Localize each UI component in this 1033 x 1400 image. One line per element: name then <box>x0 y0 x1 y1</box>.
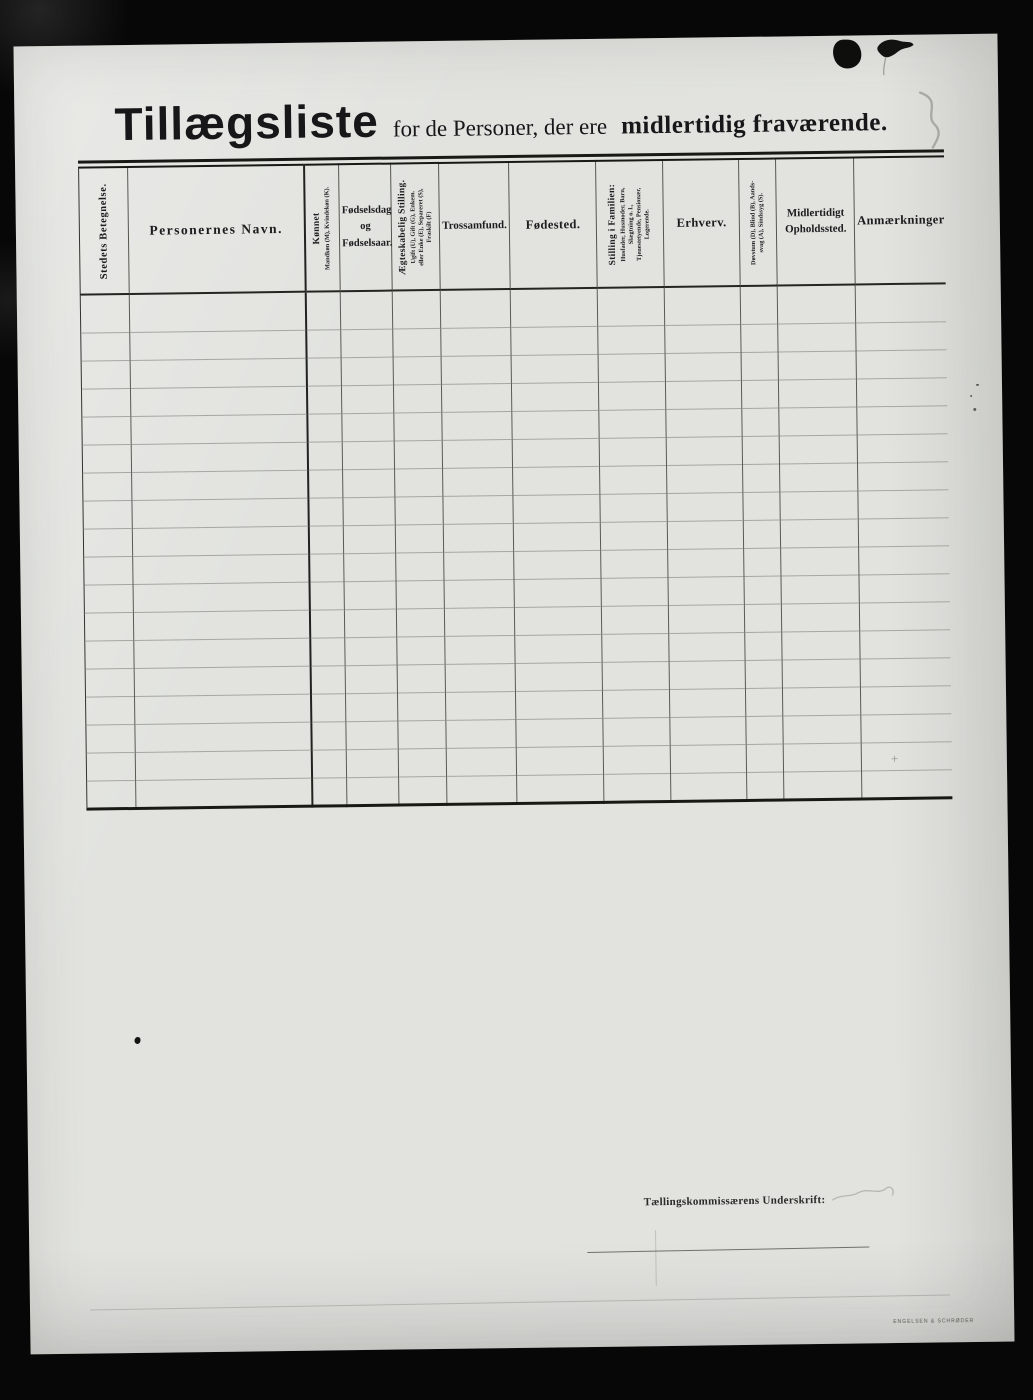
column-header-midlertidigt-opholdssted: Midlertidigt Opholdssted. <box>776 158 856 286</box>
ink-specks <box>966 382 988 416</box>
table-header <box>79 156 946 294</box>
table-cell <box>83 472 132 501</box>
table-cell <box>515 634 602 663</box>
table-cell <box>742 380 779 408</box>
table-cell <box>309 553 344 581</box>
table-cell <box>443 495 513 524</box>
table-cell <box>396 552 444 581</box>
table-cell <box>393 328 441 357</box>
table-cell <box>396 580 444 609</box>
signature-label: Tællingskommissærens Underskrift: <box>643 1193 826 1209</box>
column-header-trossamfund: Trossamfund. <box>439 162 511 290</box>
census-table-zone <box>78 149 952 810</box>
table-cell <box>781 574 859 603</box>
table-cell <box>307 441 342 469</box>
table-cell <box>342 441 394 470</box>
table-cell <box>84 584 133 613</box>
table-cell <box>307 413 342 441</box>
table-cell <box>392 290 441 329</box>
table-cell <box>859 573 950 602</box>
column-header-aegteskabelig-stilling: Ægteskabelig Stilling. Ugift (U), Gift (G), Enkem. eller Enke (E), Separeret (S), Fraskilt (F) <box>391 163 441 291</box>
table-cell <box>86 724 135 753</box>
table-cell <box>599 437 666 466</box>
table-cell <box>856 321 947 350</box>
table-cell <box>342 385 394 414</box>
table-cell <box>395 496 443 525</box>
table-cell <box>603 689 670 718</box>
table-cell <box>398 692 446 721</box>
table-cell <box>515 662 602 691</box>
table-cell <box>134 638 310 668</box>
table-cell <box>393 356 441 385</box>
table-cell <box>397 636 445 665</box>
table-cell <box>668 548 744 577</box>
table-cell <box>516 746 603 775</box>
column-header-fodested: Fødested. <box>509 161 598 289</box>
table-cell <box>135 750 311 780</box>
table-cell <box>341 357 393 386</box>
column-header-fodselsdag: Fødselsdag og Fødselsaar. <box>339 164 393 292</box>
table-cell <box>600 493 667 522</box>
table-cell <box>84 556 133 585</box>
table-cell <box>131 442 307 472</box>
table-cell <box>80 294 130 333</box>
table-cell <box>442 439 512 468</box>
table-cell <box>666 436 742 465</box>
table-cell <box>744 519 781 547</box>
table-cell <box>133 610 309 640</box>
table-cell <box>444 579 514 608</box>
table-cell <box>742 408 779 436</box>
table-cell <box>308 525 343 553</box>
table-cell <box>598 353 665 382</box>
table-cell <box>667 492 743 521</box>
table-cell <box>670 744 746 773</box>
table-cell <box>84 612 133 641</box>
table-cell <box>346 721 398 750</box>
table-cell <box>311 721 346 749</box>
table-cell <box>511 326 598 355</box>
table-cell <box>85 640 134 669</box>
table-cell <box>597 287 665 326</box>
title-lead: for de Personer, der ere <box>392 113 608 142</box>
table-cell <box>779 378 857 407</box>
table-cell <box>510 288 598 327</box>
table-cell <box>668 576 744 605</box>
table-cell <box>446 747 516 776</box>
table-cell <box>860 601 951 630</box>
table-cell <box>345 609 397 638</box>
table-cell <box>398 748 446 777</box>
ink-dot <box>134 1037 140 1044</box>
table-cell <box>446 691 516 720</box>
table-cell <box>603 717 670 746</box>
table-cell <box>740 286 778 324</box>
table-cell <box>398 720 446 749</box>
table-cell <box>861 713 952 742</box>
table-cell <box>669 660 745 689</box>
census-table <box>78 155 952 810</box>
table-cell <box>341 329 393 358</box>
table-cell <box>395 524 443 553</box>
table-cell <box>135 722 311 752</box>
table-cell <box>781 518 859 547</box>
table-cell <box>782 602 860 631</box>
table-cell <box>344 581 396 610</box>
table-cell <box>513 466 600 495</box>
table-cell <box>345 665 397 694</box>
table-cell <box>132 526 308 556</box>
table-cell <box>441 327 511 356</box>
table-cell <box>784 770 862 799</box>
table-cell <box>309 609 344 637</box>
table-cell <box>780 490 858 519</box>
table-cell <box>443 523 513 552</box>
table-cell <box>344 553 396 582</box>
table-cell <box>81 332 130 361</box>
table-cell <box>311 749 346 777</box>
table-cell <box>83 500 132 529</box>
table-cell <box>397 608 445 637</box>
table-cell <box>132 470 308 500</box>
table-cell <box>666 380 742 409</box>
table-cell <box>310 637 345 665</box>
table-cell <box>860 629 951 658</box>
table-cell <box>134 666 310 696</box>
table-cell <box>81 360 130 389</box>
table-cell <box>862 741 953 770</box>
table-cell <box>513 494 600 523</box>
table-cell <box>346 749 398 778</box>
table-cell <box>516 690 603 719</box>
table-cell <box>394 412 442 441</box>
column-header-stedets-betegnelse: Stedets Betegnelse. <box>79 167 130 295</box>
table-cell <box>604 773 671 802</box>
scanned-paper-sheet <box>13 34 1014 1355</box>
table-cell <box>665 324 741 353</box>
column-header-konnet: Kønnet Mandkøn (M), Kvindekøn (K). <box>304 164 341 291</box>
table-cell <box>599 381 666 410</box>
table-cell <box>394 440 442 469</box>
table-cell <box>395 468 443 497</box>
table-cell <box>666 408 742 437</box>
table-cell <box>858 489 949 518</box>
printer-imprint: ENGELSEN & SCHRØDER <box>893 1318 975 1326</box>
table-cell <box>779 406 857 435</box>
table-cell <box>856 283 947 322</box>
table-cell <box>447 775 517 804</box>
table-cell <box>514 550 601 579</box>
table-cell <box>602 605 669 634</box>
table-cell <box>132 498 308 528</box>
table-cell <box>516 718 603 747</box>
table-cell <box>601 549 668 578</box>
pencil-plus-mark: + <box>890 750 899 767</box>
table-cell <box>345 637 397 666</box>
table-cell <box>515 606 602 635</box>
table-cell <box>857 433 948 462</box>
table-cell <box>85 668 134 697</box>
table-cell <box>745 631 782 659</box>
table-cell <box>86 752 135 781</box>
ink-blob-marks <box>825 34 936 78</box>
table-cell <box>440 289 511 328</box>
table-cell <box>743 491 780 519</box>
table-cell <box>782 630 860 659</box>
table-cell <box>305 291 341 329</box>
table-body <box>80 283 952 808</box>
table-cell <box>343 469 395 498</box>
table-cell <box>781 546 859 575</box>
table-cell <box>306 329 341 357</box>
table-cell <box>306 357 341 385</box>
table-cell <box>512 438 599 467</box>
table-cell <box>394 384 442 413</box>
table-cell <box>779 434 857 463</box>
table-cell <box>87 780 136 809</box>
table-cell <box>445 607 515 636</box>
table-cell <box>603 745 670 774</box>
table-cell <box>745 659 782 687</box>
table-cell <box>744 575 781 603</box>
column-header-anmaerkninger: Anmærkninger <box>854 156 946 284</box>
table-cell <box>783 714 861 743</box>
table-cell <box>446 719 516 748</box>
table-cell <box>397 664 445 693</box>
table-cell <box>310 665 345 693</box>
table-cell <box>665 352 741 381</box>
table-cell <box>741 352 778 380</box>
table-cell <box>746 687 783 715</box>
table-cell <box>441 355 511 384</box>
table-cell <box>346 693 398 722</box>
table-cell <box>602 633 669 662</box>
signature-line <box>587 1247 869 1253</box>
table-cell <box>670 716 746 745</box>
table-cell <box>311 693 346 721</box>
table-cell <box>669 604 745 633</box>
table-cell <box>862 769 953 798</box>
table-cell <box>130 358 306 388</box>
title-main: Tillægsliste <box>114 94 380 151</box>
table-cell <box>133 554 309 584</box>
table-cell <box>82 444 131 473</box>
table-cell <box>85 696 134 725</box>
table-cell <box>442 383 512 412</box>
table-cell <box>83 528 132 557</box>
table-cell <box>664 286 741 325</box>
table-cell <box>859 517 950 546</box>
table-cell <box>307 385 342 413</box>
table-cell <box>135 694 311 724</box>
table-cell <box>130 330 306 360</box>
table-cell <box>600 521 667 550</box>
table-cell <box>859 545 950 574</box>
table-cell <box>442 411 512 440</box>
table-cell <box>857 377 948 406</box>
fold-line-horizontal <box>90 1294 950 1310</box>
table-cell <box>861 685 952 714</box>
table-cell <box>599 409 666 438</box>
table-cell <box>669 632 745 661</box>
table-cell <box>744 547 781 575</box>
table-cell <box>745 603 782 631</box>
table-cell <box>783 742 861 771</box>
table-cell <box>130 386 306 416</box>
table-cell <box>445 635 515 664</box>
table-cell <box>602 661 669 690</box>
table-cell <box>668 520 744 549</box>
table-cell <box>783 686 861 715</box>
table-cell <box>445 663 515 692</box>
table-cell <box>858 461 949 490</box>
table-cell <box>131 414 307 444</box>
table-cell <box>514 578 601 607</box>
table-cell <box>667 464 743 493</box>
table-cell <box>133 582 309 612</box>
table-cell <box>513 522 600 551</box>
table-cell <box>347 777 399 806</box>
table-cell <box>343 497 395 526</box>
table-cell <box>778 322 856 351</box>
title-emphasis: midlertidig fraværende. <box>620 109 888 140</box>
table-cell <box>860 657 951 686</box>
table-cell <box>511 354 598 383</box>
table-cell <box>309 581 344 609</box>
table-cell <box>741 324 778 352</box>
table-cell <box>856 349 947 378</box>
table-cell <box>742 436 779 464</box>
table-cell <box>598 325 665 354</box>
table-cell <box>746 715 783 743</box>
table-cell <box>778 350 856 379</box>
table-cell <box>780 462 858 491</box>
table-cell <box>747 771 784 799</box>
table-cell <box>308 469 343 497</box>
table-cell <box>308 497 343 525</box>
pencil-scribble <box>828 1183 898 1210</box>
table-cell <box>312 777 347 805</box>
table-cell <box>512 382 599 411</box>
table-cell <box>82 416 131 445</box>
table-cell <box>743 464 780 492</box>
fold-line-vertical <box>655 1230 657 1286</box>
table-cell <box>443 467 513 496</box>
table-cell <box>340 291 393 330</box>
column-header-stilling-i-familien: Stilling i Familien: Husfader, Husmoder, Barn, Slægtning o. l., Tjenestetyende, Pensionær, Logerende. <box>596 160 665 288</box>
table-cell <box>512 410 599 439</box>
table-cell <box>670 688 746 717</box>
table-cell <box>601 577 668 606</box>
column-header-dovstum: Døvstum (D), Blind (B), Aands- svag (A), Sindssyg (S). <box>739 159 778 286</box>
column-header-personernes-navn: Personernes Navn. <box>128 165 306 294</box>
column-header-erhverv: Erhverv. <box>663 159 741 287</box>
document-title <box>114 86 945 151</box>
table-cell <box>129 292 306 332</box>
table-cell <box>517 774 604 803</box>
table-cell <box>600 465 667 494</box>
table-cell <box>746 743 783 771</box>
table-cell <box>81 388 130 417</box>
table-cell <box>671 772 747 801</box>
table-cell <box>342 413 394 442</box>
table-cell <box>343 525 395 554</box>
table-cell <box>857 405 948 434</box>
table-cell <box>777 284 856 323</box>
table-cell <box>399 776 447 805</box>
table-cell <box>782 658 860 687</box>
table-cell <box>136 778 312 808</box>
table-cell <box>444 551 514 580</box>
